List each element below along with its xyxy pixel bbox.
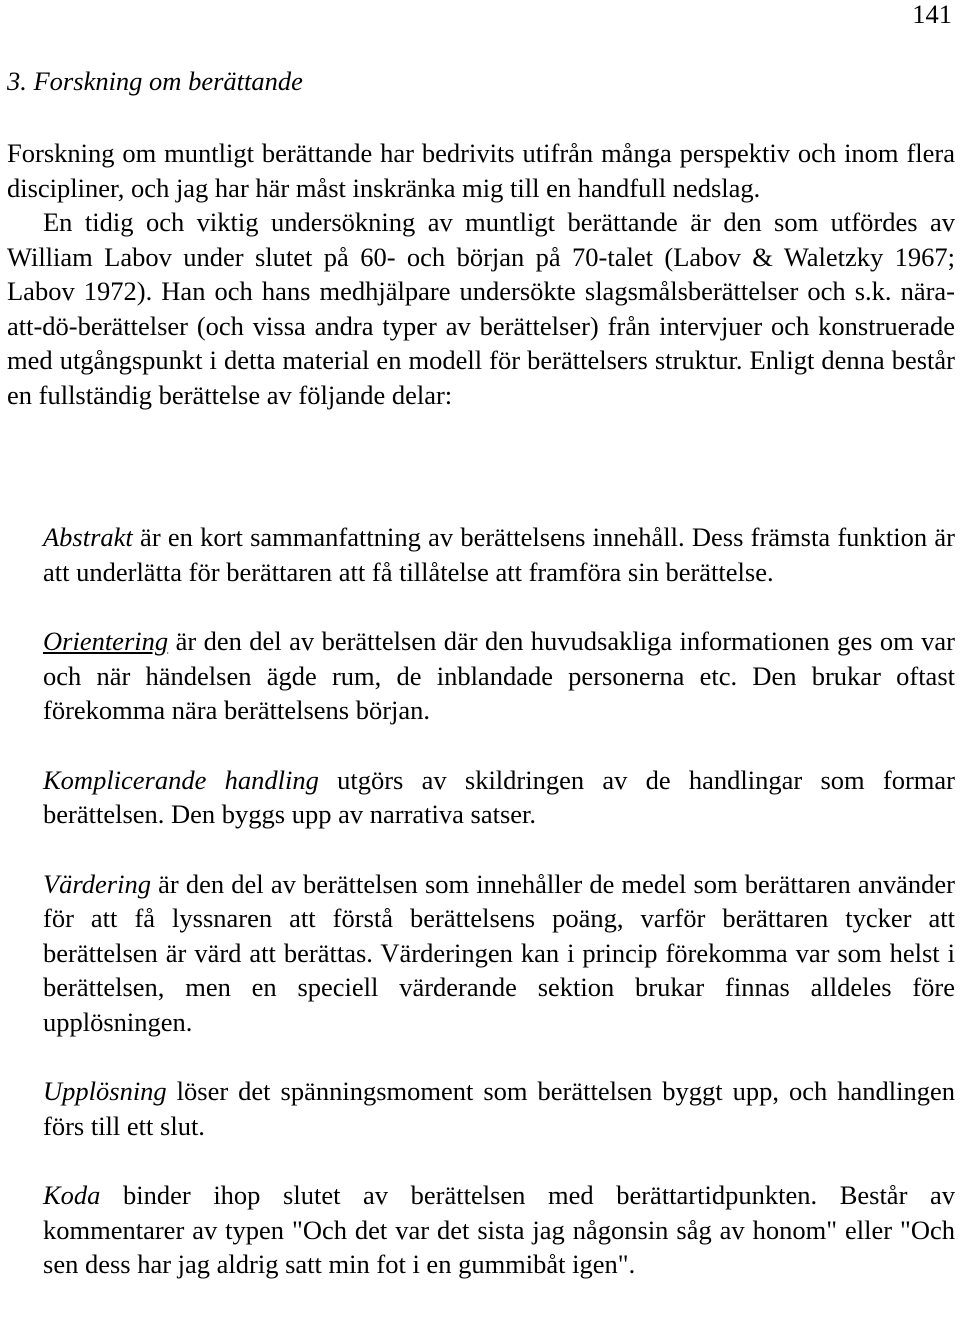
definition-text: är den del av berättelsen där den huvudsakliga informationen ges om var och när händelsen ägde rum, de inblandade personerna etc. Den brukar oftast förekomma nära berättelsens början. [43, 626, 955, 725]
section-heading: 3. Forskning om berättande [7, 66, 303, 96]
definition-term: Koda [43, 1180, 101, 1210]
page-number: 141 [912, 0, 952, 29]
paragraph-labov: En tidig och viktig undersökning av muntligt berättande är den som utfördes av William Labov under slutet på 60- och början på 70-talet (Labov & Waletzky 1967; Labov 1972). Han och hans medhjälpare undersökte slagsmålsberättelser och s.k. nära-att-dö-berättelser (och vissa andra typer av berättelser) från intervjuer och konstruerade med utgångspunkt i detta material en modell för berättelsers struktur. Enligt denna består en fullständig berättelse av följande delar: [7, 207, 955, 410]
definition-term: Upplösning [43, 1076, 167, 1106]
definition-abstrakt [43, 520, 955, 589]
definition-text: utgörs av skildringen av de handlingar som formar berättelsen. Den byggs upp av narrativa satser. [43, 764, 955, 829]
body-text [7, 136, 955, 412]
definition-text: är den del av berättelsen som innehåller de medel som berättaren använder för att få lyssnaren att förstå berättelsens poäng, varför berättaren tycker att berättelsen är värd att berättas. Värderingen kan i princip förekomma var som helst i berättelsen, men en speciell värderande sektion brukar finnas alldeles före upplösningen. [43, 868, 955, 1037]
definition-list [43, 520, 955, 1317]
definition-term: Värdering [43, 868, 151, 899]
definition-text: är en kort sammanfattning av berättelsens innehåll. Dess främsta funktion är att underlätta för berättaren att få tillåtelse att framföra sin berättelse. [43, 522, 955, 587]
definition-komplicerande-handling [43, 763, 955, 832]
definition-koda [43, 1178, 955, 1282]
definition-orientering [43, 624, 955, 728]
definition-text: binder ihop slutet av berättelsen med berättartidpunkten. Består av kommentarer av typen "Och det var det sista jag någonsin såg av honom" eller "Och sen dess har jag aldrig satt min fot i en gummibåt igen". [43, 1180, 955, 1279]
definition-term: Orientering [43, 626, 169, 656]
definition-vardering [43, 867, 955, 1040]
definition-text: löser det spänningsmoment som berättelsen byggt upp, och handlingen förs till ett slut. [43, 1076, 955, 1141]
definition-term: Abstrakt [43, 522, 133, 552]
paragraph-intro: Forskning om muntligt berättande har bedrivits utifrån många perspektiv och inom flera discipliner, och jag har här måst inskränka mig till en handfull nedslag. [7, 138, 955, 203]
definition-upplosning [43, 1074, 955, 1143]
definition-term: Komplicerande handling [43, 764, 319, 795]
